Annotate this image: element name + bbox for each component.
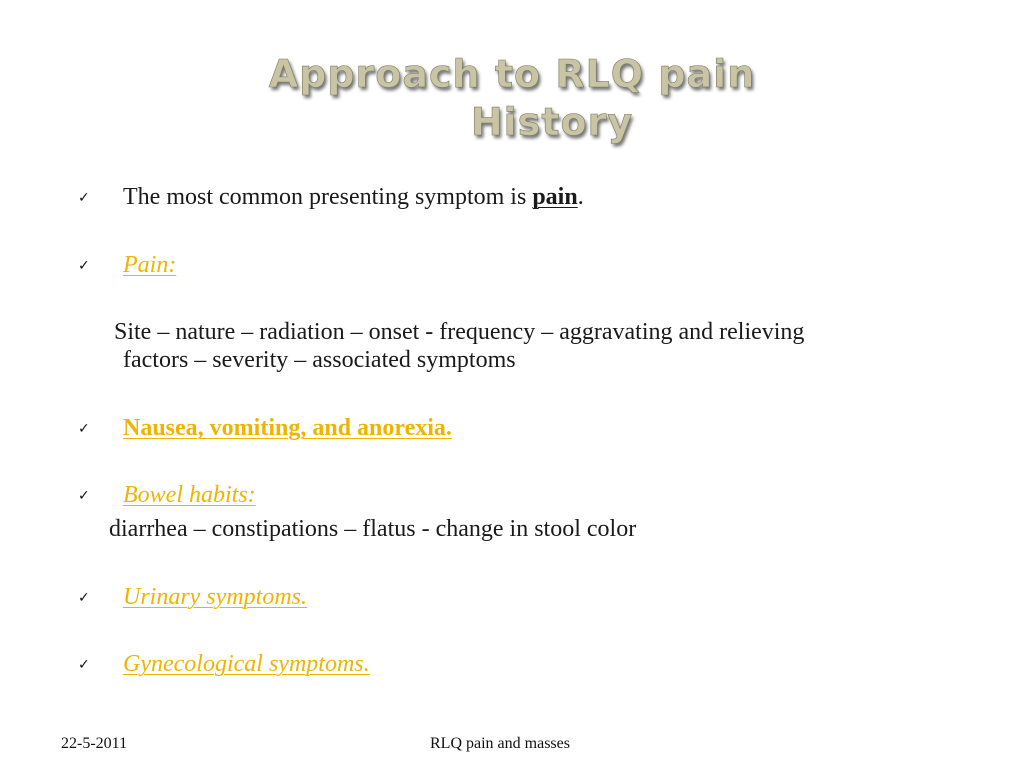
check-icon: ✓ <box>78 421 90 437</box>
pain-detail-line1: Site – nature – radiation – onset - frequency – aggravating and relieving <box>114 319 805 345</box>
bowel-detail: diarrhea – constipations – flatus - change in stool color <box>109 516 637 542</box>
check-icon: ✓ <box>78 590 90 606</box>
bullet-text-pre: The most common presenting symptom is <box>123 184 533 210</box>
bullet-heading-urinary: Urinary symptoms. <box>123 584 307 610</box>
bullet-text-primary-symptom <box>123 183 584 211</box>
bullet-heading-nausea: Nausea, vomiting, and anorexia. <box>123 415 452 441</box>
bullet-heading-gynecological: Gynecological symptoms. <box>123 651 370 677</box>
footer-date: 22-5-2011 <box>61 735 128 752</box>
bullet-text-post: . <box>577 184 584 210</box>
bullet-heading-pain: Pain: <box>123 252 177 278</box>
check-icon: ✓ <box>78 258 90 274</box>
bullet-heading-bowel: Bowel habits: <box>123 482 256 508</box>
slide-title: Approach to RLQ pain <box>268 52 756 96</box>
check-icon: ✓ <box>78 190 90 206</box>
check-icon: ✓ <box>78 657 90 673</box>
pain-detail-line2: factors – severity – associated symptoms <box>123 347 516 373</box>
slide-subtitle: History <box>470 100 634 144</box>
emphasis-pain: pain <box>532 184 578 210</box>
check-icon: ✓ <box>78 488 90 504</box>
footer-title: RLQ pain and masses <box>430 735 570 752</box>
